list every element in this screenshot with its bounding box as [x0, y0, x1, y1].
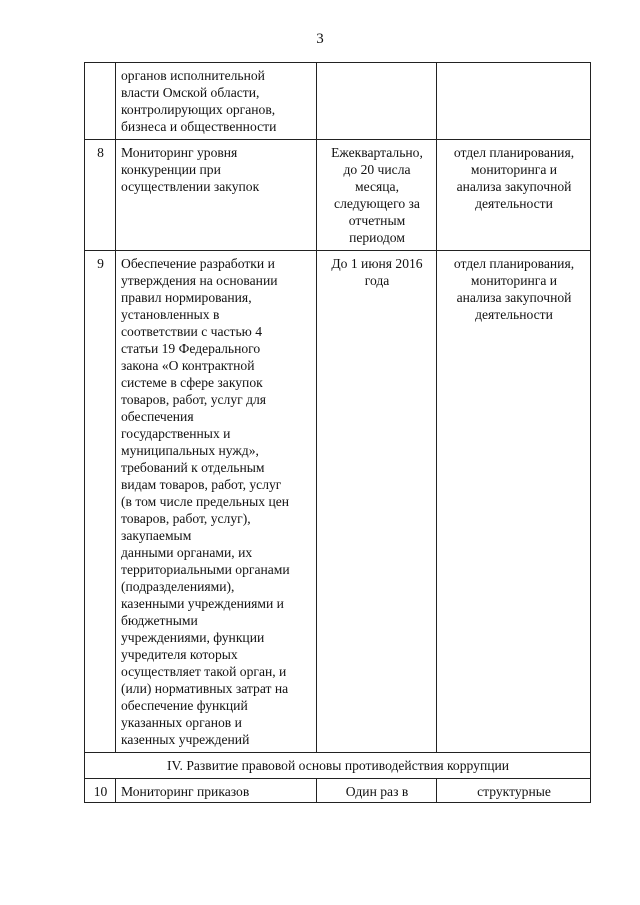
- table-row-continued: [85, 63, 591, 140]
- term-cell: Один раз в: [317, 779, 437, 803]
- activity-plan-table: [84, 62, 591, 803]
- task-cell: Мониторинг уровня конкуренции при осуществлении закупок: [116, 140, 317, 251]
- table-row-10: [85, 779, 591, 803]
- term-cell: [317, 63, 437, 140]
- responsible-cell: структурные: [437, 779, 591, 803]
- row-number-cell: [85, 63, 116, 140]
- row-number-cell: 9: [85, 251, 116, 753]
- responsible-cell: [437, 63, 591, 140]
- responsible-cell: отдел планирования, мониторинга и анализа закупочной деятельности: [437, 140, 591, 251]
- responsible-cell: отдел планирования, мониторинга и анализа закупочной деятельности: [437, 251, 591, 753]
- page-number: 3: [316, 31, 324, 47]
- task-cell: органов исполнительной власти Омской области, контролирующих органов, бизнеса и общественности: [116, 63, 317, 140]
- row-number-cell: 10: [85, 779, 116, 803]
- task-cell: Мониторинг приказов: [116, 779, 317, 803]
- section-heading: IV. Развитие правовой основы противодействия коррупции: [85, 753, 591, 779]
- table-row-9: [85, 251, 591, 753]
- section-heading-row: [85, 753, 591, 779]
- table-row-8: [85, 140, 591, 251]
- term-cell: До 1 июня 2016 года: [317, 251, 437, 753]
- task-cell: Обеспечение разработки и утверждения на основании правил нормирования, установленных в соответствии с частью 4 статьи 19 Федерального закона «О контрактной системе в сфере закупок товаров, работ, услуг для обеспечения государственных и муниципальных нужд», требований к отдельным видам товаров, работ, услуг (в том числе предельных цен товаров, работ, услуг), закупаемым данными органами, их территориальными органами (подразделениями), казенными учреждениями и бюджетными учреждениями, функции учредителя которых осуществляет такой орган, и (или) нормативных затрат на обеспечение функций указанных органов и казенных учреждений: [116, 251, 317, 753]
- row-number-cell: 8: [85, 140, 116, 251]
- term-cell: Ежеквартально, до 20 числа месяца, следующего за отчетным периодом: [317, 140, 437, 251]
